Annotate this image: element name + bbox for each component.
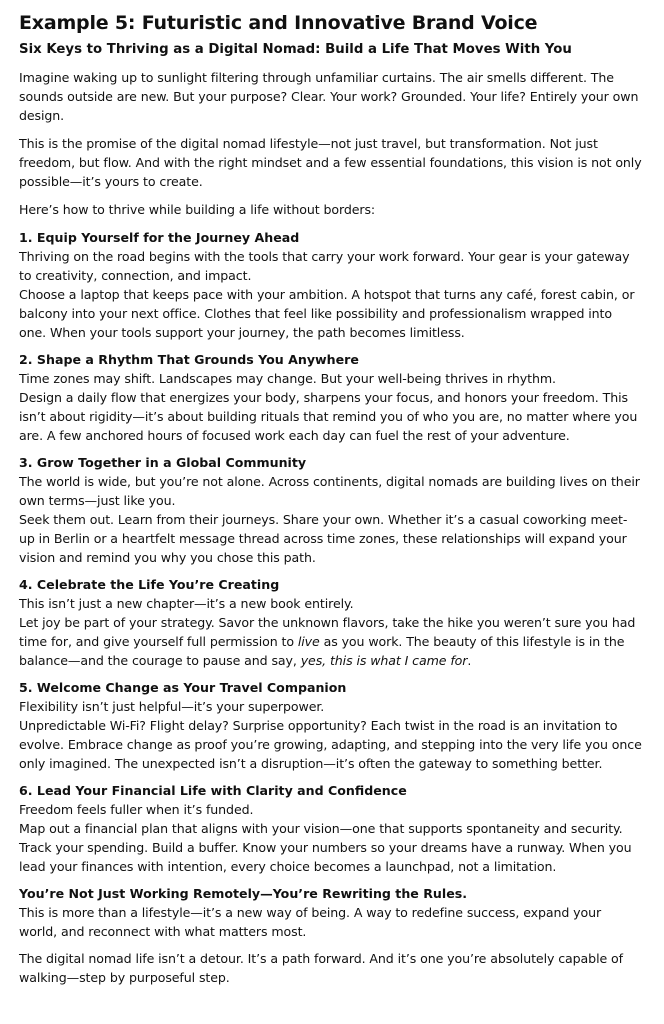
section-financial <box>19 781 642 876</box>
section-line: This isn’t just a new chapter—it’s a new book entirely. <box>19 596 354 611</box>
section-line: Freedom feels fuller when it’s funded. <box>19 802 254 817</box>
section-heading: You’re Not Just Working Remotely—You’re Rewriting the Rules. <box>19 886 468 901</box>
section-line-rich <box>19 613 642 670</box>
section-line: This is more than a lifestyle—it’s a new way of being. A way to redefine success, expand your world, and reconnect with what matters most. <box>19 905 602 939</box>
section-line: Time zones may shift. Landscapes may change. But your well-being thrives in rhythm. <box>19 371 556 386</box>
section-line: Thriving on the road begins with the tools that carry your work forward. Your gear is your gateway to creativity, connection, and impact. <box>19 249 630 283</box>
emphasis-live: live <box>297 634 320 649</box>
intro-paragraph-3: Here’s how to thrive while building a life without borders: <box>19 202 376 217</box>
page-subtitle: Six Keys to Thriving as a Digital Nomad: Build a Life That Moves With You <box>19 42 572 57</box>
closing-paragraph: The digital nomad life isn’t a detour. It’s a path forward. And it’s one you’re absolutely capable of walking—step by purposeful step. <box>19 951 623 985</box>
section-line: Flexibility isn’t just helpful—it’s your superpower. <box>19 699 325 714</box>
text-run: as you work. The beauty of this lifestyle is in the balance—and the courage to pause and say, <box>19 634 625 668</box>
section-heading: 3. Grow Together in a Global Community <box>19 455 307 470</box>
section-line: Design a daily flow that energizes your body, sharpens your focus, and honors your freedom. This isn’t about rigidity—it’s about building rituals that remind you of who you are, no matter where you are. A few anchored hours of focused work each day can fuel the rest of your adventure. <box>19 390 638 443</box>
section-celebrate <box>19 575 642 670</box>
intro-paragraph-2: This is the promise of the digital nomad lifestyle—not just travel, but transformation. Not just freedom, but flow. And with the right mindset and a few essential foundations, this vision is not only possible—it’s yours to create. <box>19 136 642 189</box>
emphasis-quote: yes, this is what I came for <box>300 653 468 668</box>
section-line: Choose a laptop that keeps pace with your ambition. A hotspot that turns any café, forest cabin, or balcony into your next office. Clothes that feel like possibility and professionalism wrapped into one. When your tools support your journey, the path becomes limitless. <box>19 287 635 340</box>
text-run: . <box>467 653 472 668</box>
section-rhythm <box>19 350 642 445</box>
section-equip <box>19 228 642 342</box>
section-community <box>19 453 642 567</box>
text-run: Let joy be part of your strategy. Savor the unknown flavors, take the hike you weren’t sure you had time for, and give yourself full permission to <box>19 615 636 649</box>
section-line: Seek them out. Learn from their journeys. Share your own. Whether it’s a casual coworking meet-up in Berlin or a heartfelt message thread across time zones, these relationships will expand your vision and remind you why you chose this path. <box>19 512 628 565</box>
page-title: Example 5: Futuristic and Innovative Brand Voice <box>19 12 538 34</box>
section-heading: 2. Shape a Rhythm That Grounds You Anywhere <box>19 352 359 367</box>
section-heading: 5. Welcome Change as Your Travel Companion <box>19 680 347 695</box>
section-line: The world is wide, but you’re not alone. Across continents, digital nomads are building lives on their own terms—just like you. <box>19 474 640 508</box>
section-heading: 1. Equip Yourself for the Journey Ahead <box>19 230 300 245</box>
section-line: Unpredictable Wi-Fi? Flight delay? Surprise opportunity? Each twist in the road is an invitation to evolve. Embrace change as proof you’re growing, adapting, and stepping into the very life you once only imagined. The unexpected isn’t a disruption—it’s often the gateway to something better. <box>19 718 642 771</box>
intro-paragraph-1: Imagine waking up to sunlight filtering through unfamiliar curtains. The air smells different. The sounds outside are new. But your purpose? Clear. Your work? Grounded. Your life? Entirely your own design. <box>19 70 639 123</box>
section-heading: 6. Lead Your Financial Life with Clarity and Confidence <box>19 783 407 798</box>
section-rewriting-rules <box>19 884 642 941</box>
section-change <box>19 678 642 773</box>
section-line: Map out a financial plan that aligns with your vision—one that supports spontaneity and security. Track your spending. Build a buffer. Know your numbers so your dreams have a runway. When you lead your finances with intention, every choice becomes a launchpad, not a limitation. <box>19 821 632 874</box>
section-heading: 4. Celebrate the Life You’re Creating <box>19 577 280 592</box>
